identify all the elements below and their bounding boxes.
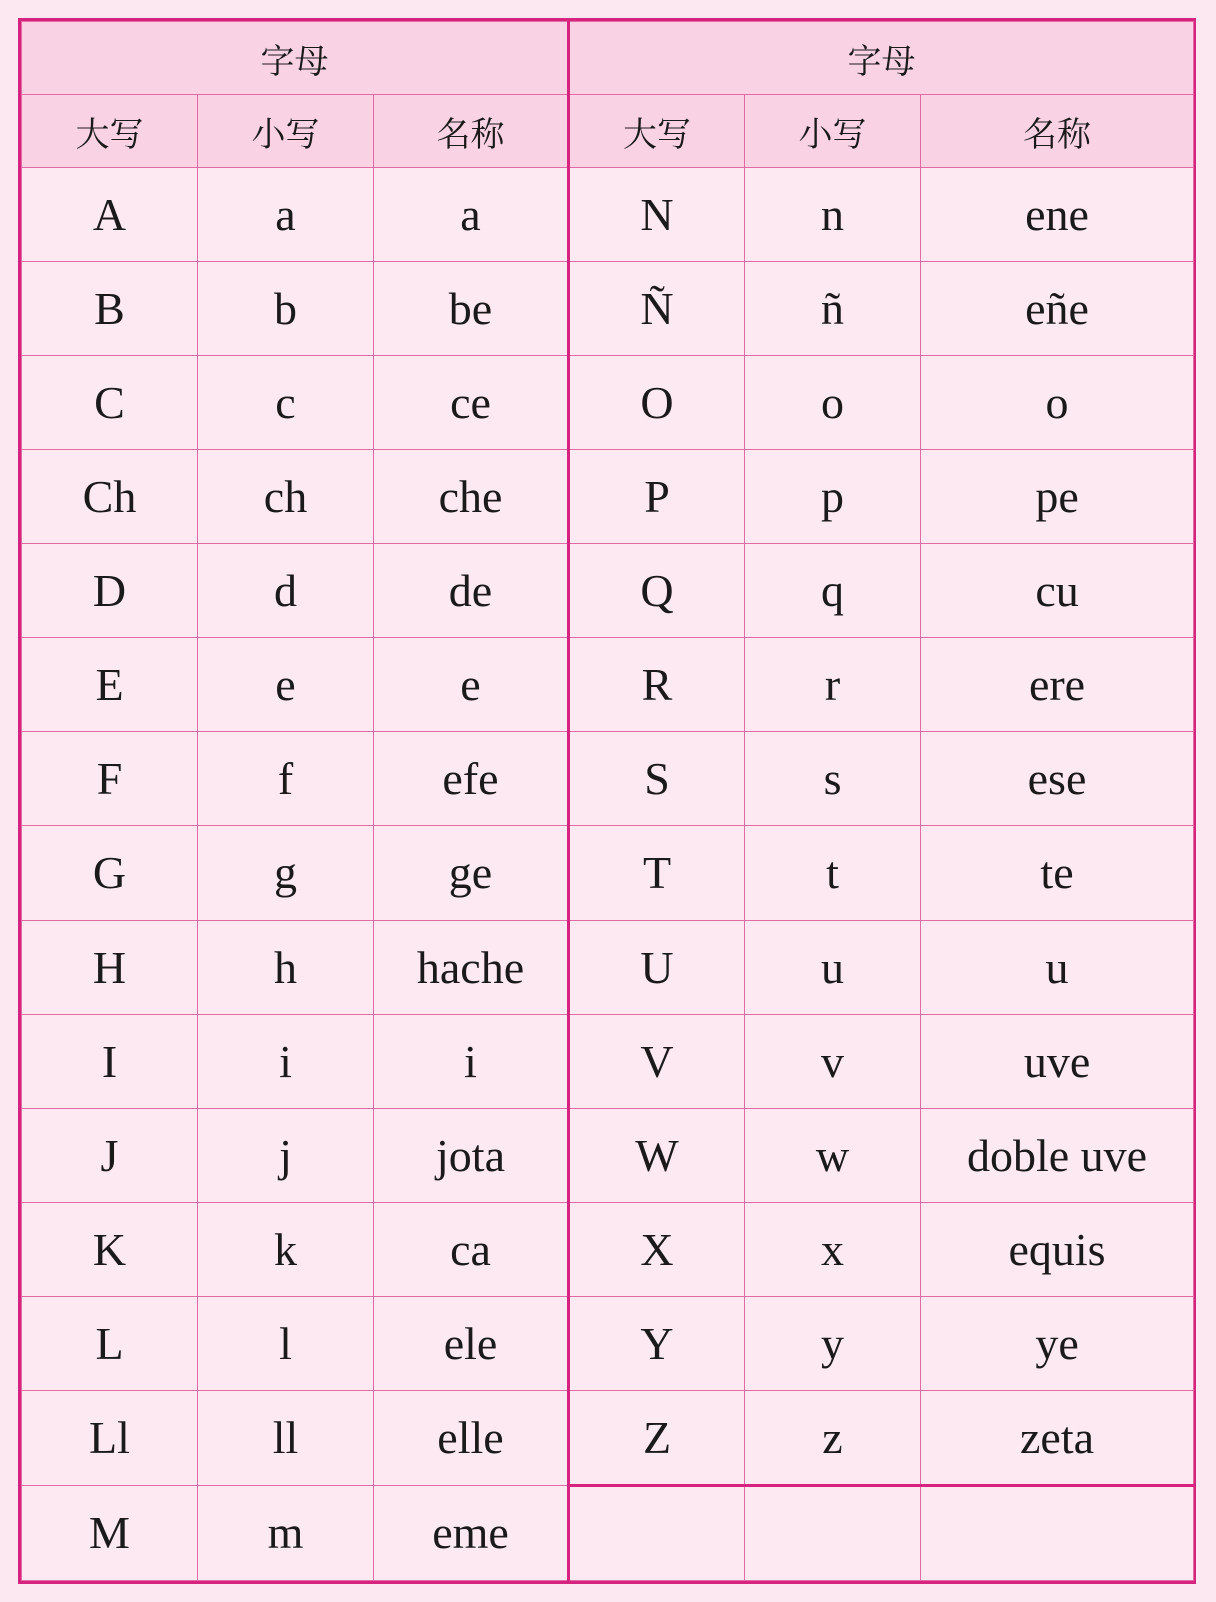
lowercase-letter-cell: x (745, 1202, 921, 1296)
uppercase-letter-cell: Ñ (569, 262, 745, 356)
uppercase-letter-cell: F (22, 732, 198, 826)
lowercase-letter-cell: r (745, 638, 921, 732)
lowercase-letter-cell: d (198, 544, 374, 638)
lowercase-letter-cell: h (198, 920, 374, 1014)
letter-name-cell: uve (921, 1014, 1194, 1108)
letter-name-cell: ca (374, 1202, 569, 1296)
header-group-row (22, 22, 1194, 95)
name-column-header-right: 名称 (921, 95, 1194, 168)
letter-name-cell: doble uve (921, 1108, 1194, 1202)
lowercase-letter-cell: ch (198, 450, 374, 544)
lowercase-column-header-left: 小写 (198, 95, 374, 168)
letter-name-cell: equis (921, 1202, 1194, 1296)
lowercase-letter-cell: w (745, 1108, 921, 1202)
lowercase-letter-cell (745, 1485, 921, 1580)
table-row (22, 920, 1194, 1014)
table-row (22, 732, 1194, 826)
letter-name-cell: be (374, 262, 569, 356)
letter-name-cell: u (921, 920, 1194, 1014)
table-row (22, 826, 1194, 920)
letter-name-cell (921, 1485, 1194, 1580)
uppercase-letter-cell: M (22, 1485, 198, 1580)
table-row (22, 356, 1194, 450)
uppercase-letter-cell (569, 1485, 745, 1580)
uppercase-letter-cell: Q (569, 544, 745, 638)
table-row (22, 1485, 1194, 1580)
letter-name-cell: e (374, 638, 569, 732)
table-row (22, 450, 1194, 544)
lowercase-letter-cell: f (198, 732, 374, 826)
letter-name-cell: hache (374, 920, 569, 1014)
uppercase-letter-cell: D (22, 544, 198, 638)
table-row (22, 638, 1194, 732)
lowercase-letter-cell: t (745, 826, 921, 920)
letter-name-cell: ene (921, 168, 1194, 262)
table-row (22, 168, 1194, 262)
lowercase-letter-cell: c (198, 356, 374, 450)
lowercase-letter-cell: q (745, 544, 921, 638)
spanish-alphabet-table (21, 21, 1194, 1581)
alphabet-table-frame (18, 18, 1196, 1584)
uppercase-letter-cell: N (569, 168, 745, 262)
table-row (22, 1202, 1194, 1296)
letter-name-cell: ese (921, 732, 1194, 826)
uppercase-column-header-right: 大写 (569, 95, 745, 168)
letters-group-header-left: 字母 (22, 22, 569, 95)
lowercase-letter-cell: z (745, 1390, 921, 1485)
lowercase-letter-cell: y (745, 1296, 921, 1390)
lowercase-letter-cell: l (198, 1296, 374, 1390)
letter-name-cell: ere (921, 638, 1194, 732)
lowercase-letter-cell: s (745, 732, 921, 826)
uppercase-letter-cell: E (22, 638, 198, 732)
lowercase-letter-cell: m (198, 1485, 374, 1580)
table-row (22, 1296, 1194, 1390)
letter-name-cell: i (374, 1014, 569, 1108)
letter-name-cell: ye (921, 1296, 1194, 1390)
lowercase-letter-cell: i (198, 1014, 374, 1108)
uppercase-letter-cell: W (569, 1108, 745, 1202)
lowercase-letter-cell: u (745, 920, 921, 1014)
uppercase-letter-cell: V (569, 1014, 745, 1108)
uppercase-letter-cell: X (569, 1202, 745, 1296)
alphabet-rows (22, 168, 1194, 1581)
letters-group-header-right: 字母 (569, 22, 1194, 95)
uppercase-letter-cell: H (22, 920, 198, 1014)
uppercase-letter-cell: A (22, 168, 198, 262)
uppercase-letter-cell: R (569, 638, 745, 732)
uppercase-letter-cell: G (22, 826, 198, 920)
letter-name-cell: a (374, 168, 569, 262)
uppercase-letter-cell: Ch (22, 450, 198, 544)
letter-name-cell: o (921, 356, 1194, 450)
lowercase-letter-cell: j (198, 1108, 374, 1202)
table-row (22, 262, 1194, 356)
lowercase-letter-cell: b (198, 262, 374, 356)
letter-name-cell: te (921, 826, 1194, 920)
name-column-header-left: 名称 (374, 95, 569, 168)
letter-name-cell: cu (921, 544, 1194, 638)
lowercase-column-header-right: 小写 (745, 95, 921, 168)
letter-name-cell: jota (374, 1108, 569, 1202)
letter-name-cell: elle (374, 1390, 569, 1485)
table-row (22, 1014, 1194, 1108)
letter-name-cell: che (374, 450, 569, 544)
lowercase-letter-cell: a (198, 168, 374, 262)
uppercase-letter-cell: I (22, 1014, 198, 1108)
uppercase-letter-cell: B (22, 262, 198, 356)
uppercase-column-header-left: 大写 (22, 95, 198, 168)
table-row (22, 1108, 1194, 1202)
uppercase-letter-cell: C (22, 356, 198, 450)
lowercase-letter-cell: o (745, 356, 921, 450)
lowercase-letter-cell: n (745, 168, 921, 262)
header-column-row (22, 95, 1194, 168)
letter-name-cell: de (374, 544, 569, 638)
letter-name-cell: ce (374, 356, 569, 450)
letter-name-cell: zeta (921, 1390, 1194, 1485)
letter-name-cell: efe (374, 732, 569, 826)
uppercase-letter-cell: L (22, 1296, 198, 1390)
letter-name-cell: eñe (921, 262, 1194, 356)
letter-name-cell: eme (374, 1485, 569, 1580)
lowercase-letter-cell: e (198, 638, 374, 732)
uppercase-letter-cell: P (569, 450, 745, 544)
uppercase-letter-cell: Y (569, 1296, 745, 1390)
table-row (22, 544, 1194, 638)
lowercase-letter-cell: v (745, 1014, 921, 1108)
lowercase-letter-cell: ll (198, 1390, 374, 1485)
uppercase-letter-cell: J (22, 1108, 198, 1202)
uppercase-letter-cell: Ll (22, 1390, 198, 1485)
letter-name-cell: ele (374, 1296, 569, 1390)
lowercase-letter-cell: g (198, 826, 374, 920)
table-row (22, 1390, 1194, 1485)
uppercase-letter-cell: T (569, 826, 745, 920)
uppercase-letter-cell: Z (569, 1390, 745, 1485)
letter-name-cell: pe (921, 450, 1194, 544)
uppercase-letter-cell: O (569, 356, 745, 450)
uppercase-letter-cell: S (569, 732, 745, 826)
uppercase-letter-cell: K (22, 1202, 198, 1296)
letter-name-cell: ge (374, 826, 569, 920)
lowercase-letter-cell: k (198, 1202, 374, 1296)
lowercase-letter-cell: p (745, 450, 921, 544)
uppercase-letter-cell: U (569, 920, 745, 1014)
lowercase-letter-cell: ñ (745, 262, 921, 356)
